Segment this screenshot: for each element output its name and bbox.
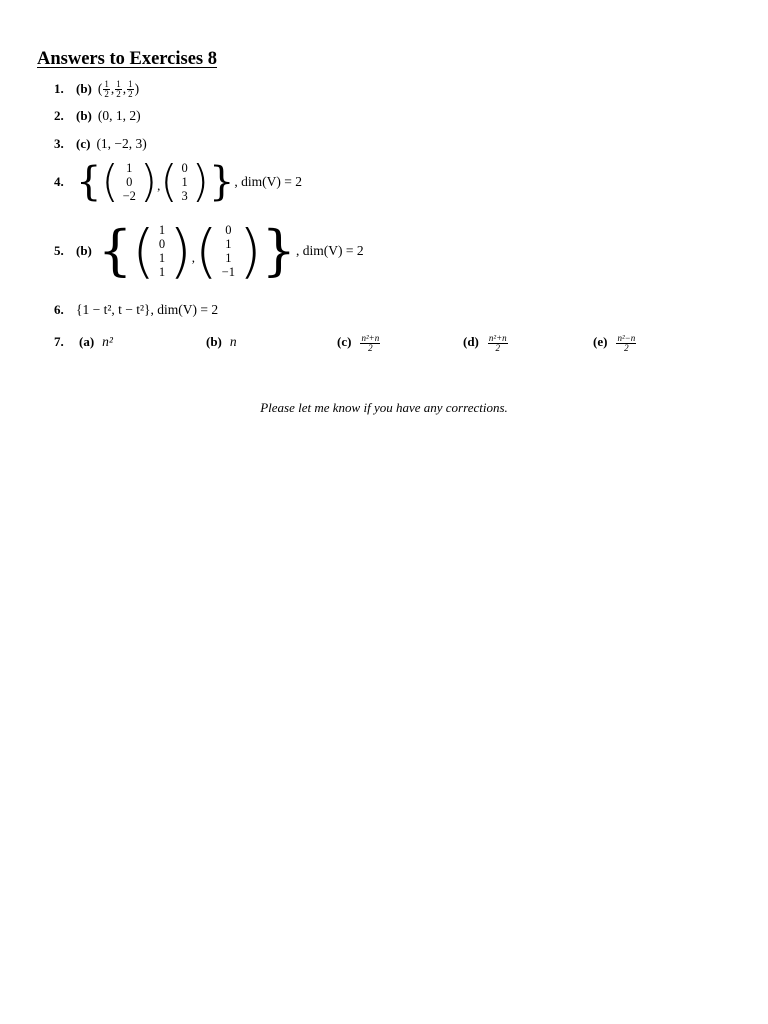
vector-1: 1 0 −2: [122, 161, 136, 203]
answer-7c: (c) $\frac{\text{n²+n}}{2}$: [337, 333, 380, 353]
answer-7a: (a) n²: [79, 334, 113, 349]
part-label: (c): [76, 136, 91, 151]
part-label: (b): [76, 80, 92, 96]
dimension-text: dim(V) = 2: [302, 243, 364, 258]
answer-item-6: [54, 302, 218, 318]
item-number: 3.: [54, 136, 64, 151]
item-number: 1.: [54, 80, 64, 96]
basis-set: { ( 1 0 −2 ) , ( 0 1 3 ) }: [76, 156, 235, 207]
part-label: (b): [76, 108, 92, 123]
answer-7d: (d) $\frac{\text{n²+n}}{2}$: [463, 333, 507, 353]
item-number: 4.: [54, 174, 64, 189]
answer-item-1: [54, 80, 139, 99]
basis-set: { ( 1 0 1 1 ) , ( 0 1 1 −1 ) }: [97, 217, 296, 285]
answer-vector: ( $\frac{1}{2}$ , $\frac{1}{2}$ , $\frac{1}{2}$ ): [97, 79, 140, 99]
answer-item-3: [54, 136, 147, 152]
answer-text: {1 − t², t − t²}, dim(V) = 2: [76, 302, 219, 317]
vector-2: 0 1 1 −1: [221, 223, 235, 279]
footer-note: Please let me know if you have any corrections.: [260, 400, 508, 415]
answer-7b: (b) n: [206, 334, 237, 349]
part-label: (b): [76, 243, 92, 258]
answer-text: (1, −2, 3): [96, 136, 147, 151]
answer-item-5: 5. (b) { ( 1 0 1 1 ) , ( 0 1 1 −1 ) } , dim(V) = 2: [54, 217, 364, 285]
vector-2: 0 1 3: [181, 161, 188, 203]
item-number: 2.: [54, 108, 64, 123]
answer-item-2: [54, 108, 141, 124]
item-number: 6.: [54, 302, 64, 317]
answer-item-4: 4. { ( 1 0 −2 ) , ( 0 1 3 ) } , dim(V) = 2: [54, 156, 303, 207]
vector-1: 1 0 1 1: [158, 223, 166, 279]
dimension-text: dim(V) = 2: [241, 174, 303, 189]
page-title: Answers to Exercises 8: [37, 49, 218, 69]
answer-item-7-number: 7.: [54, 334, 64, 349]
answer-7e: (e) $\frac{\text{n²−n}}{2}$: [593, 333, 636, 353]
item-number: 5.: [54, 243, 64, 258]
answer-text: (0, 1, 2): [97, 108, 141, 123]
